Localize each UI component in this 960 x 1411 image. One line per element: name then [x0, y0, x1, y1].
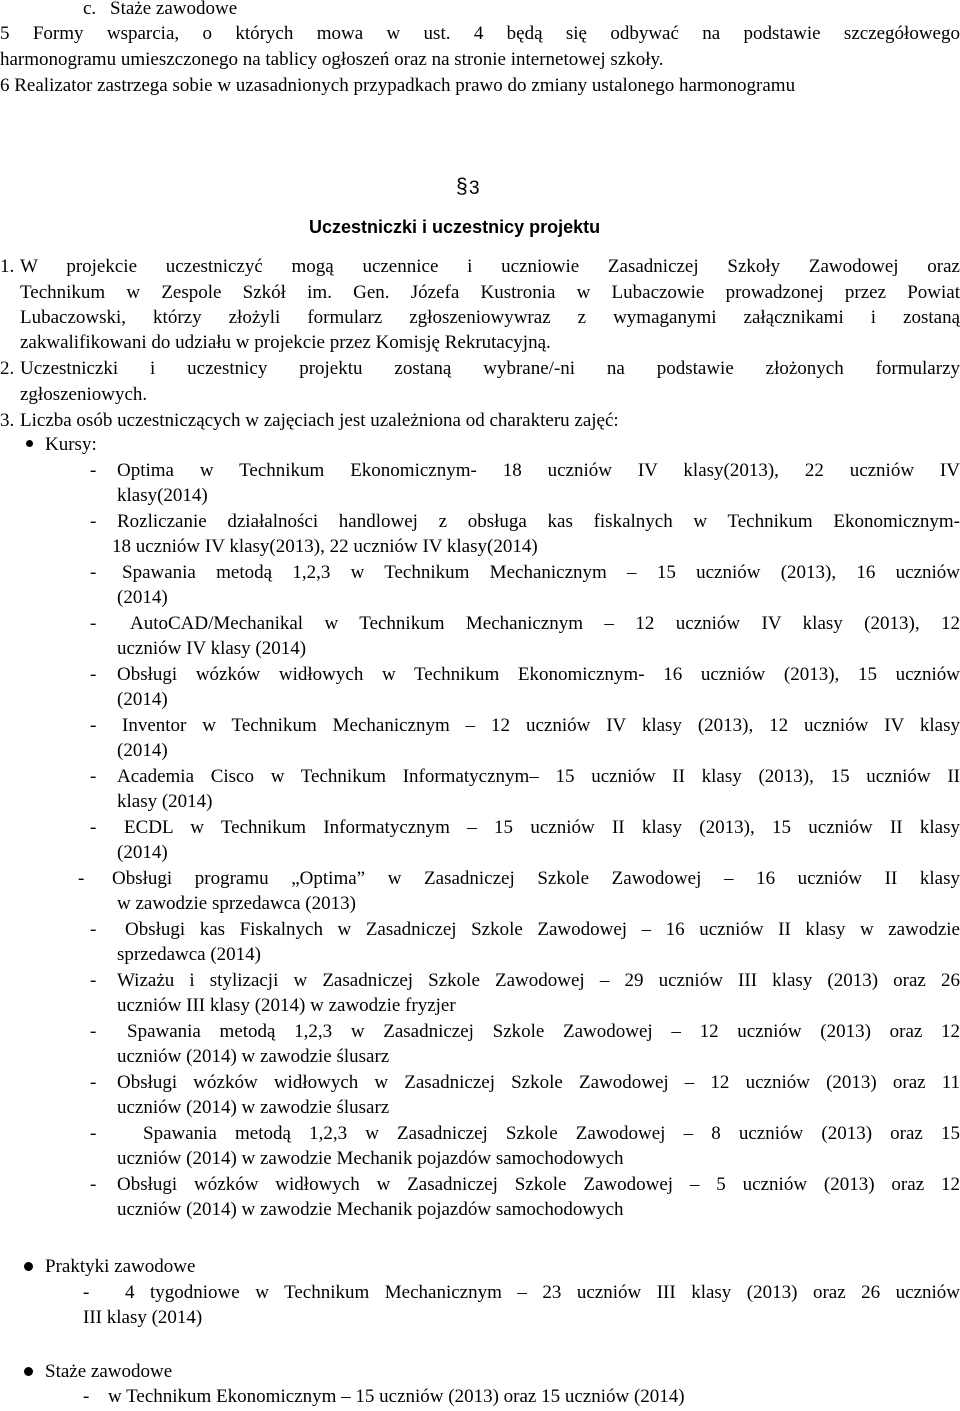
kursy-entry-line-1: Spawania metodą 1,2,3 w Zasadniczej Szkole Zawodowej – 8 uczniów (2013) oraz 15 [143, 1123, 960, 1144]
praktyki-line-2: III klasy (2014) [83, 1307, 203, 1328]
section-sign: § [456, 175, 468, 198]
staze-line-1: w Technikum Ekonomicznym – 15 uczniów (2013) oraz 15 uczniów (2014) [108, 1386, 685, 1407]
kursy-entry-line-2: uczniów III klasy (2014) w zawodzie fryzjer [117, 995, 456, 1016]
kursy-entry-dash: - [90, 715, 97, 736]
kursy-entry-line-1: Rozliczanie działalności handlowej z obsługa kas fiskalnych w Technikum Ekonomicznym- [117, 511, 960, 532]
paragraph-5-line-2: harmonogramu umieszczonego na tablicy ogłoszeń oraz na stronie internetowej szkoły. [0, 49, 664, 70]
item-1-line-1: W projekcie uczestniczyć mogą uczennice i uczniowie Zasadniczej Szkoły Zawodowej oraz [20, 256, 960, 277]
kursy-entry-dash: - [90, 1123, 97, 1144]
kursy-entry-line-2: klasy (2014) [117, 791, 213, 812]
kursy-entry-line-1: Wizażu i stylizacji w Zasadniczej Szkole Zawodowej – 29 uczniów III klasy (2013) oraz 26 [117, 970, 960, 991]
staze-label: Staże zawodowe [45, 1361, 173, 1382]
kursy-entry-line-2: klasy(2014) [117, 485, 208, 506]
kursy-entry-line-2: uczniów (2014) w zawodzie Mechanik pojazdów samochodowych [117, 1199, 624, 1220]
kursy-entry-line-2: w zawodzie sprzedawca (2013) [117, 893, 356, 914]
item-2-number: 2. [0, 358, 15, 379]
kursy-entry-dash: - [90, 919, 97, 940]
kursy-entry-line-2: uczniów (2014) w zawodzie ślusarz [117, 1097, 390, 1118]
kursy-entry-line-1: ECDL w Technikum Informatycznym – 15 uczniów II klasy (2013), 15 uczniów II klasy [124, 817, 960, 838]
kursy-entry-line-1: Obsługi kas Fiskalnych w Zasadniczej Szkole Zawodowej – 16 uczniów II klasy w zawodzie [125, 919, 960, 940]
item-2-line-1: Uczestniczki i uczestnicy projektu zostaną wybrane/-ni na podstawie złożonych formularzy [20, 358, 960, 379]
item-3-number: 3. [0, 410, 15, 431]
kursy-entry-line-2: 18 uczniów IV klasy(2013), 22 uczniów IV klasy(2014) [112, 536, 538, 557]
kursy-entry-dash: - [90, 613, 97, 634]
kursy-bullet-icon [26, 440, 33, 447]
kursy-entry-dash: - [90, 1072, 97, 1093]
kursy-entry-dash: - [90, 664, 97, 685]
praktyki-bullet-icon [24, 1262, 33, 1271]
kursy-entry-line-2: (2014) [117, 689, 168, 710]
kursy-entry-line-2: uczniów (2014) w zawodzie ślusarz [117, 1046, 390, 1067]
paragraph-5-line-1: 5 Formy wsparcia, o których mowa w ust. 4 będą się odbywać na podstawie szczegółowego [0, 23, 960, 44]
kursy-entry-line-1: Obsługi wózków widłowych w Zasadniczej Szkole Zawodowej – 12 uczniów (2013) oraz 11 [117, 1072, 960, 1093]
kursy-entry-line-1: Obsługi wózków widłowych w Technikum Ekonomicznym- 16 uczniów (2013), 15 uczniów [117, 664, 960, 685]
kursy-entry-dash: - [90, 562, 97, 583]
kursy-entry-line-1: Inventor w Technikum Mechanicznym – 12 uczniów IV klasy (2013), 12 uczniów IV klasy [122, 715, 960, 736]
kursy-label: Kursy: [45, 434, 97, 455]
kursy-entry-dash: - [90, 511, 97, 532]
section-title: Uczestniczki i uczestnicy projektu [309, 217, 601, 237]
kursy-entry-line-1: Spawania metodą 1,2,3 w Zasadniczej Szkole Zawodowej – 12 uczniów (2013) oraz 12 [127, 1021, 960, 1042]
item-1-line-3: Lubaczowski, którzy złożyli formularz zgłoszeniowywraz z wymaganymi załącznikami i zostaną [20, 307, 960, 328]
paragraph-6-line-1: 6 Realizator zastrzega sobie w uzasadnionych przypadkach prawo do zmiany ustalonego harmonogramu [0, 75, 796, 96]
kursy-entry-line-2: uczniów (2014) w zawodzie Mechanik pojazdów samochodowych [117, 1148, 624, 1169]
item-c-number: c. [83, 0, 97, 19]
kursy-entry-line-2: (2014) [117, 740, 168, 761]
kursy-entry-line-1: AutoCAD/Mechanikal w Technikum Mechanicznym – 12 uczniów IV klasy (2013), 12 [130, 613, 960, 634]
item-1-line-2: Technikum w Zespole Szkół im. Gen. Józefa Kustronia w Lubaczowie prowadzonej przez Powiat [20, 282, 960, 303]
kursy-entry-dash: - [90, 1021, 97, 1042]
kursy-entry-dash: - [90, 460, 97, 481]
item-1-line-4: zakwalifikowani do udziału w projekcie przez Komisję Rekrutacyjną. [20, 332, 551, 353]
staze-bullet-icon [24, 1367, 33, 1376]
item-1-number: 1. [0, 256, 15, 277]
kursy-entry-dash: - [90, 1174, 97, 1195]
kursy-entry-dash: - [90, 817, 97, 838]
item-3-line-1: Liczba osób uczestniczących w zajęciach jest uzależniona od charakteru zajęć: [20, 410, 619, 431]
kursy-entry-line-2: sprzedawca (2014) [117, 944, 262, 965]
kursy-entry-line-1: Obsługi wózków widłowych w Zasadniczej Szkole Zawodowej – 5 uczniów (2013) oraz 12 [117, 1174, 960, 1195]
kursy-entry-line-2: uczniów IV klasy (2014) [117, 638, 307, 659]
kursy-entry-line-2: (2014) [117, 842, 168, 863]
praktyki-label: Praktyki zawodowe [45, 1256, 196, 1277]
kursy-entry-dash: - [90, 970, 97, 991]
section-number: 3 [469, 178, 480, 199]
kursy-entry-line-2: (2014) [117, 587, 168, 608]
kursy-entry-line-1: Optima w Technikum Ekonomicznym- 18 uczniów IV klasy(2013), 22 uczniów IV [117, 460, 960, 481]
kursy-entry-line-1: Obsługi programu „Optima” w Zasadniczej Szkole Zawodowej – 16 uczniów II klasy [112, 868, 960, 889]
kursy-entry-dash: - [78, 868, 85, 889]
item-2-line-2: zgłoszeniowych. [20, 384, 148, 405]
staze-dash: - [83, 1386, 90, 1407]
kursy-entry-line-1: Academia Cisco w Technikum Informatycznym– 15 uczniów II klasy (2013), 15 uczniów II [117, 766, 960, 787]
kursy-entry-line-1: Spawania metodą 1,2,3 w Technikum Mechanicznym – 15 uczniów (2013), 16 uczniów [122, 562, 960, 583]
praktyki-dash: - [83, 1282, 90, 1303]
praktyki-line-1: 4 tygodniowe w Technikum Mechanicznym – 23 uczniów III klasy (2013) oraz 26 uczniów [125, 1282, 960, 1303]
item-c-text: Staże zawodowe [110, 0, 238, 19]
kursy-entry-dash: - [90, 766, 97, 787]
